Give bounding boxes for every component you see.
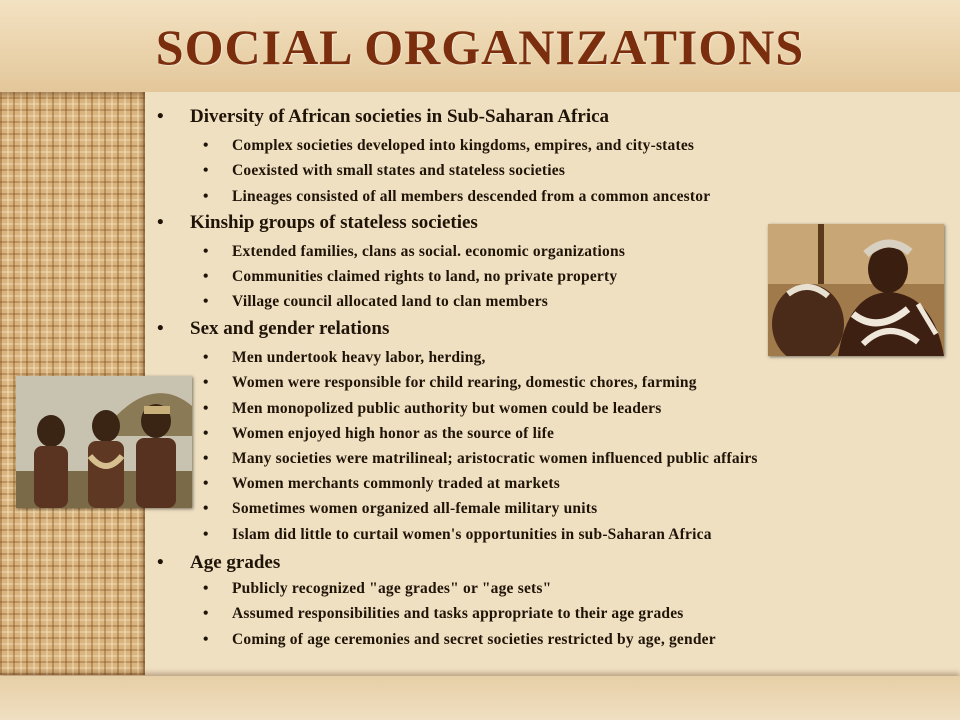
list-item: • Women enjoyed high honor as the source of life [203,425,554,443]
list-item: • Coming of age ceremonies and secret societies restricted by age, gender [203,631,716,649]
list-item: • Men undertook heavy labor, herding, [203,349,486,367]
title-bar [0,0,960,92]
list-item: • Sometimes women organized all-female military units [203,500,597,518]
list-item: • Communities claimed rights to land, no private property [203,268,617,286]
list-item: • Women were responsible for child rearing, domestic chores, farming [203,374,697,392]
list-item: • Lineages consisted of all members descended from a common ancestor [203,188,710,206]
slide-content [145,92,960,676]
list-item: • Many societies were matrilineal; aristocratic women influenced public affairs [203,450,758,468]
list-item: • Village council allocated land to clan members [203,293,548,311]
photo-three-men [16,376,192,508]
list-item: • Complex societies developed into kingdoms, empires, and city-states [203,137,694,155]
section-heading: • Kinship groups of stateless societies [157,212,478,234]
section-heading: • Sex and gender relations [157,318,389,340]
list-item: • Islam did little to curtail women's opportunities in sub-Saharan Africa [203,526,712,544]
list-item: • Assumed responsibilities and tasks appropriate to their age grades [203,605,684,623]
section-heading: • Diversity of African societies in Sub-Saharan Africa [157,106,609,128]
list-item: • Coexisted with small states and stateless societies [203,162,565,180]
section-heading: • Age grades [157,552,280,574]
photo-painted-woman [768,224,944,356]
slide-title: SOCIAL ORGANIZATIONS [155,19,805,75]
list-item: • Extended families, clans as social. economic organizations [203,243,625,261]
list-item: • Men monopolized public authority but women could be leaders [203,400,661,418]
footer-bar [0,676,960,720]
list-item: • Women merchants commonly traded at markets [203,475,560,493]
list-item: • Publicly recognized "age grades" or "age sets" [203,580,551,598]
